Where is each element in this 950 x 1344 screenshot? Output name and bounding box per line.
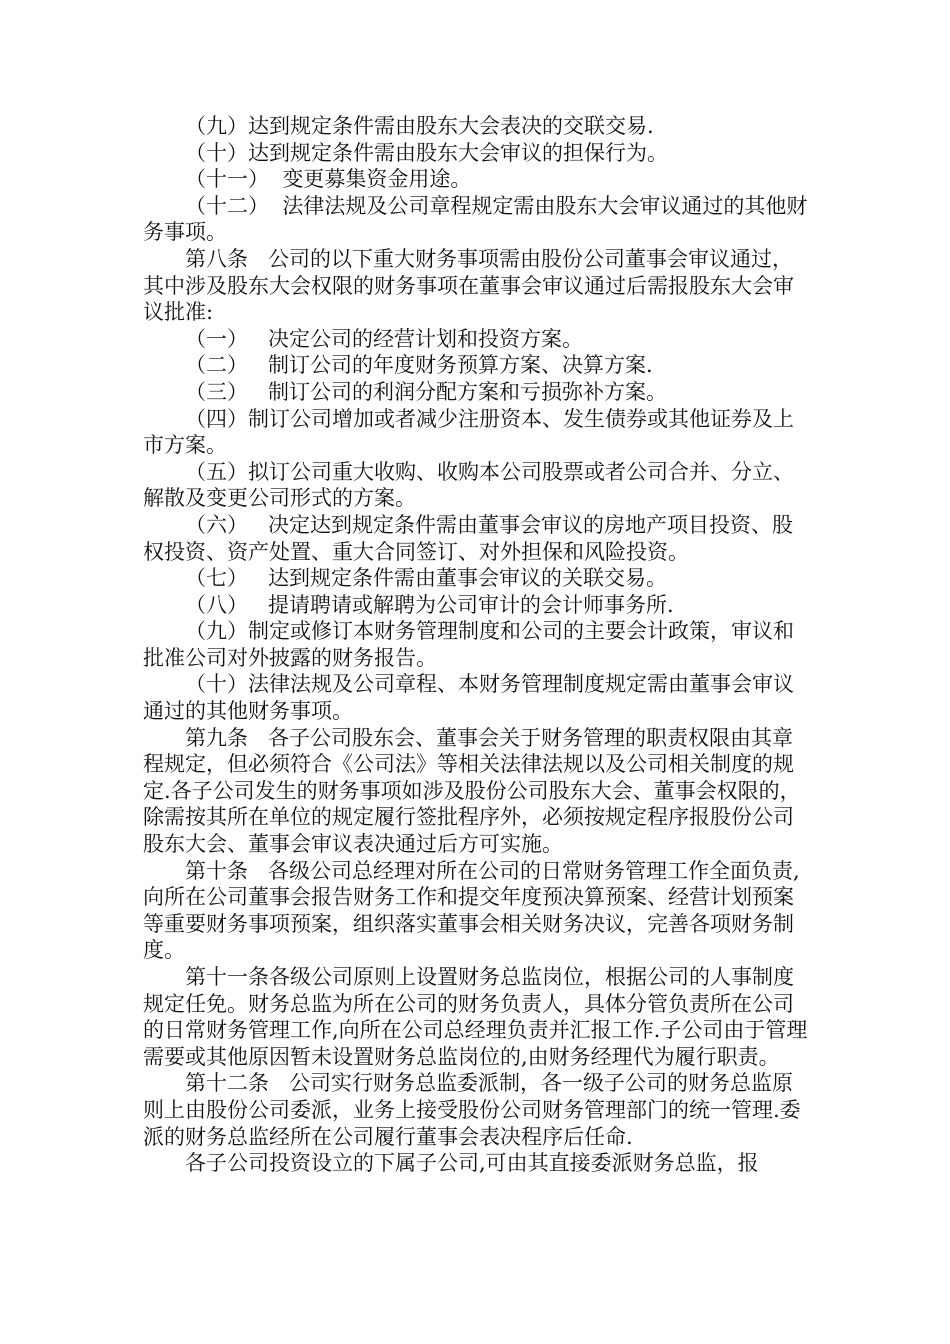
paragraph: （九）达到规定条件需由股东大会表决的交联交易. (185, 114, 654, 138)
paragraph: （十）达到规定条件需由股东大会审议的担保行为。 (185, 140, 668, 165)
paragraph: （七） 达到规定条件需由董事会审议的关联交易。 (185, 566, 668, 591)
paragraph: 第十一条各级公司原则上设置财务总监岗位，根据公司的人事制度规定任免。财务总监为所在公司的财务负责人，具体分管负责所在公司的日常财务管理工作,向所在公司总经理负责并汇报工作.子公司由于管理需要或其他原因暂未设置财务总监岗位的,由财务经理代为履行职责。 (143, 965, 808, 1069)
paragraph: （九）制定或修订本财务管理制度和公司的主要会计政策，审议和批准公司对外披露的财务报告。 (143, 619, 794, 670)
paragraph: （十二） 法律法规及公司章程规定需由股东大会审议通过的其他财务事项。 (143, 193, 808, 245)
paragraph: 第十条 各级公司总经理对所在公司的日常财务管理工作全面负责,向所在公司董事会报告财务工作和提交年度预决算预案、经营计划预案等重要财务事项预案，组织落实董事会相关财务决议，完善各项财务制度。 (143, 858, 800, 963)
paragraph: （五）拟订公司重大收购、收购本公司股票或者公司合并、分立、解散及变更公司形式的方案。 (143, 459, 794, 511)
paragraph: 第十二条 公司实行财务总监委派制，各一级子公司的财务总监原则上由股份公司委派，业务上接受股份公司财务管理部门的统一管理.委派的财务总监经所在公司履行董事会表决程序后任命. (143, 1071, 801, 1149)
paragraph: （三） 制订公司的利润分配方案和亏损弥补方案。 (185, 379, 668, 404)
document-body (143, 113, 813, 1177)
paragraph: 各子公司投资设立的下属子公司,可由其直接委派财务总监，报 (185, 1151, 759, 1176)
paragraph: （六） 决定达到规定条件需由董事会审议的房地产项目投资、股权投资、资产处置、重大合同签订、对外担保和风险投资。 (143, 512, 794, 564)
paragraph: （十一） 变更募集资金用途。 (185, 167, 472, 192)
paragraph: （八） 提请聘请或解聘为公司审计的会计师事务所. (185, 592, 674, 617)
paragraph: 第八条 公司的以下重大财务事项需由股份公司董事会审议通过，其中涉及股东大会权限的财务事项在董事会审议通过后需报股东大会审议批准: (143, 246, 794, 325)
paragraph: （二） 制订公司的年度财务预算方案、决算方案. (185, 353, 653, 378)
paragraph: （四）制订公司增加或者减少注册资本、发生债券或其他证券及上市方案。 (143, 406, 794, 458)
paragraph: （十）法律法规及公司章程、本财务管理制度规定需由董事会审议通过的其他财务事项。 (143, 672, 794, 724)
paragraph: （一） 决定公司的经营计划和投资方案。 (185, 326, 584, 351)
paragraph: 第九条 各子公司股东会、董事会关于财务管理的职责权限由其章程规定，但必须符合《公司法》等相关法律法规以及公司相关制度的规定.各子公司发生的财务事项如涉及股份公司股东大会、董事会权限的，除需按其所在单位的规定履行签批程序外，必须按规定程序报股份公司股东大会、董事会审议表决通过后方可实施。 (143, 725, 801, 857)
